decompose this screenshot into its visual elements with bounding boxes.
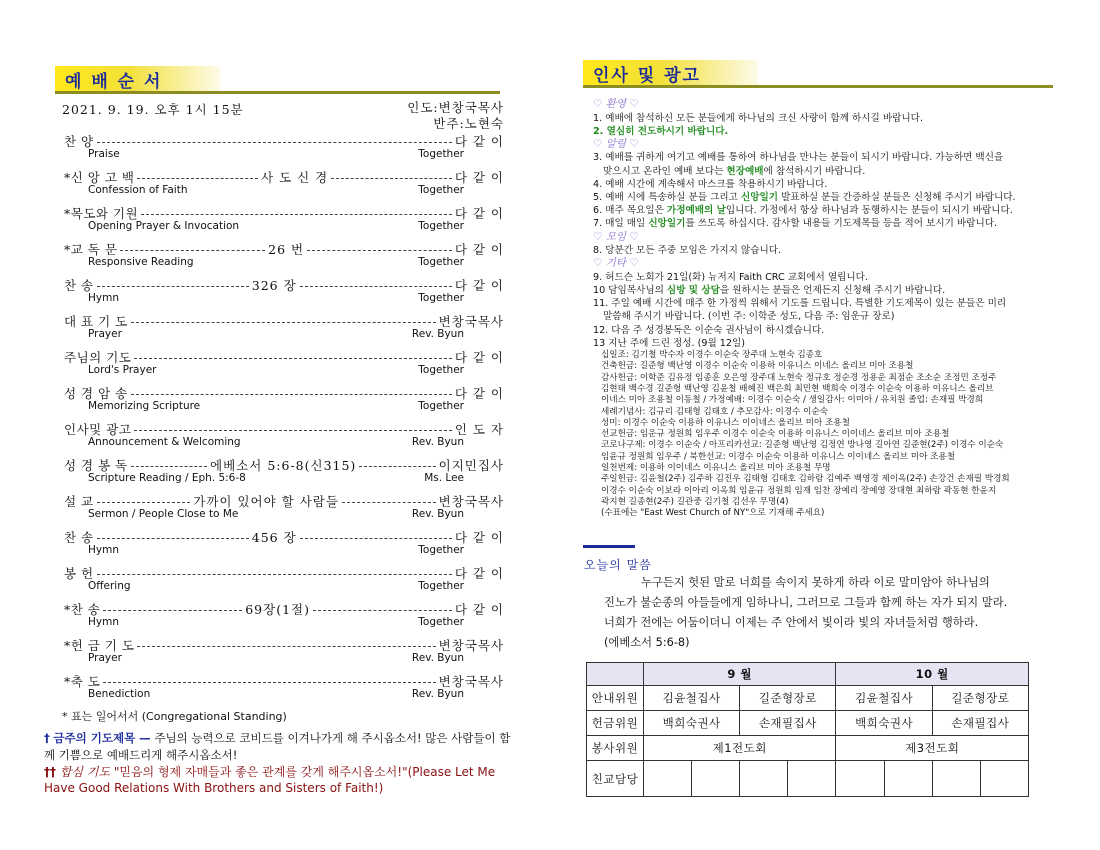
order-of-worship-banner [55,66,500,94]
item-line [64,565,504,581]
item-english: Confession of Faith [88,184,188,196]
item-person: 다 같 이 [454,170,504,185]
table-cell [740,761,788,797]
notice-13: 13 지난 주에 드린 정성. (9월 12일) [593,337,746,349]
item-line [64,313,504,329]
leader-dashes [331,178,452,179]
item-line [64,349,504,365]
notice-11-cont: 말씀해 주시기 바랍니다. (이번 주: 이학준 성도, 다음 주: 임운규 장로) [603,311,895,323]
item-english-person: Rev. Byun [411,328,464,340]
item-person: 다 같 이 [454,206,504,221]
notice-12: 12. 다음 주 성경봉독은 이순숙 권사님이 하시겠습니다. [593,324,825,336]
item-english-person: Together [418,184,464,196]
table-cell: 김윤철집사 [836,686,932,711]
item-name: 찬 양 [64,134,94,149]
item-english-person: Together [418,292,464,304]
worship-order-item [64,277,504,307]
item-english: Prayer [88,652,122,664]
item-english: Scripture Reading / Eph. 5:6-8 [88,472,246,484]
table-cell: 제1전도회 [644,736,836,761]
leader-dashes [313,610,452,611]
item-english: Praise [88,148,120,160]
table-cell: 백희숙권사 [836,711,932,736]
category-notice: ♡ 알림 ♡ [593,137,639,150]
verse-reference: (에베소서 5:6-8) [604,636,690,649]
leader-dashes [131,394,452,395]
row-label: 봉사위원 [587,736,644,761]
item-line [64,277,504,293]
leader-dashes [120,250,265,251]
leader-dashes [97,574,452,575]
worship-order-item [64,205,504,235]
standing-note: * 표는 일어서서 (Congregational Standing) [62,710,287,723]
item-name: 찬 송 [64,278,94,293]
notice-10: 10 담임목사님의 심방 및 상담을 원하시는 분들은 언제든지 신청해 주시기 바랍니다. [593,285,946,297]
leader-dashes [131,322,436,323]
item-detail: 26 번 [268,242,305,257]
item-english-person: Together [418,256,464,268]
todays-word-accent-bar [583,545,635,548]
table-cell [980,761,1028,797]
service-date: 2021. 9. 19. 오후 1시 15분 [62,102,244,117]
table-row [587,761,1029,797]
worship-order-item [64,673,504,703]
item-line [64,241,504,257]
leader-dashes [300,286,452,287]
cross-mark: † [44,731,50,745]
notice-6: 6. 매주 목요일은 가정예배의 날입니다. 가정에서 항상 하나님과 동행하시는 분들이 되시기 바랍니다. [593,205,1013,217]
item-english: Hymn [88,616,119,628]
offering-line: 건축헌금: 길준형 백난영 이경수 이순숙 이용하 이유니스 이네스 올리브 미아 조용철 [601,361,914,372]
category-meeting: ♡ 모임 ♡ [593,230,639,243]
item-name: 봉 헌 [64,566,94,581]
worship-order-item [64,529,504,559]
todays-word-title: 오늘의 말씀 [584,558,652,572]
table-cell: 손재필집사 [932,711,1028,736]
worship-order-item [64,493,504,523]
worship-order-item [64,133,504,163]
leader-dashes [97,538,249,539]
item-person: 다 같 이 [454,350,504,365]
leader-dashes [97,142,452,143]
double-cross-mark: †† [44,765,56,779]
item-detail: 69장(1절) [245,602,310,617]
offering-line: 십일조: 김기철 박수자 이경수 이순숙 장주대 노현숙 김종호 [601,350,823,361]
leader-dashes [103,610,242,611]
item-person: 변창국목사 [438,638,504,653]
item-person: 다 같 이 [454,242,504,257]
item-person: 다 같 이 [454,386,504,401]
duty-roster-table [586,662,1029,797]
item-english-person: Together [418,616,464,628]
notice-8: 8. 당분간 모든 주중 모임은 가지지 않습니다. [593,245,782,257]
item-person: 다 같 이 [454,566,504,581]
table-row [587,686,1029,711]
announcements-banner [583,60,1053,88]
item-person: 다 같 이 [454,530,505,545]
worship-order-item [64,241,504,271]
offering-line: 이경수 이순숙 이보라 이아리 이옥희 임윤규 정원희 임재 임찬 장예리 장예영 장대현 최하람 곽동현 한윤지 [601,485,997,496]
item-english: Offering [88,580,131,592]
leader-dashes [137,178,258,179]
row-label: 헌금위원 [587,711,644,736]
item-english-person: Ms. Lee [424,472,464,484]
leader-dashes [307,250,452,251]
notice-1: 1. 예배에 참석하신 모든 분들에게 하나님의 크신 사랑이 함께 하시길 바랍니다. [593,112,923,124]
item-person: 다 같 이 [454,134,504,149]
todays-word-verse [604,573,1044,653]
verse-line: 누구든지 헛된 말로 너희를 속이지 못하게 하라 이로 말미암아 하나님의 [641,576,990,589]
leader-dashes [103,682,435,683]
item-english-person: Together [418,220,464,232]
offering-line: 주일헌금: 김윤철(2주) 김주하 김진우 김태형 김태호 김하람 김예주 백영경 제이옥(2주) 손강건 손재필 박경희 [601,474,1010,485]
item-line [64,529,504,545]
category-welcome: ♡ 환영 ♡ [593,98,639,110]
item-name: *목도와 기원 [64,206,139,221]
item-line [64,205,504,221]
item-name: *신 앙 고 백 [64,170,135,185]
accompanist: 반주:노현숙 [433,116,504,131]
order-of-worship-title: 예 배 순 서 [65,72,163,92]
duty-table-header [587,663,1029,686]
item-line [64,637,504,653]
prayer-topic-title: 금주의 기도제목 — [53,731,151,745]
table-cell [692,761,740,797]
offering-list [593,350,1053,519]
leader-dashes [97,286,249,287]
leader-dashes [137,646,435,647]
worship-order-item [64,169,504,199]
item-english: Benediction [88,688,151,700]
table-cell: 김윤철집사 [644,686,740,711]
table-row [587,736,1029,761]
item-english-person: Rev. Byun [411,652,464,664]
announcements-title: 인사 및 광고 [593,66,701,86]
item-english-person: Rev. Byun [411,688,464,700]
worship-order-item [64,601,504,631]
item-english-person: Together [418,400,464,412]
item-english: Memorizing Scripture [88,400,201,412]
item-english: Hymn [88,292,119,304]
item-english-person: Rev. Byun [411,436,464,448]
item-line [64,601,504,617]
notice-3-cont: 맞으시고 온라인 예배 보다는 현장예배에 참석하시기 바랍니다. [603,165,866,177]
leader-dashes [300,538,452,539]
notice-2: 2. 열심히 전도하시기 바랍니다. [593,125,729,137]
leader-dashes [97,502,191,503]
leader-dashes [342,502,436,503]
item-english: Hymn [88,544,119,556]
item-name: *헌 금 기 도 [64,638,135,653]
announcements-list [593,98,1053,520]
table-row [587,711,1029,736]
table-cell: 백희숙권사 [644,711,740,736]
item-detail: 가까이 있어야 할 사람들 [193,494,339,509]
item-english: Prayer [88,328,122,340]
item-detail: 에베소서 5:6-8(신315) [210,458,357,473]
worship-order-item [64,349,504,379]
row-label: 친교담당 [587,761,644,797]
item-name: 성 경 암 송 [64,386,128,401]
prayer-topic-text: 주님의 능력으로 코비드를 이겨나가게 해 주시옵소서! 많은 사람들이 함께 기쁨으로 예배드리게 해주시옵소서! [44,731,511,762]
offering-line: 선교헌금: 임운규 정원희 임우주 이경수 이순숙 이용하 이유니스 이이네스 올리브 미아 조용철 [601,429,950,440]
item-detail: 사 도 신 경 [261,170,329,185]
item-person: 다 같 이 [454,278,505,293]
offering-line: 성미: 이경수 이순숙 이용하 이유니스 이이네스 올리브 미아 조용철 [601,417,850,428]
notice-7: 7. 매일 매일 신앙일기를 쓰도록 하십시다. 감사할 내용들 기도제목들 등을 적어 보시기 바랍니다. [593,218,998,230]
item-english: Opening Prayer & Invocation [88,220,240,232]
leader-dashes [131,466,207,467]
row-label: 안내위원 [587,686,644,711]
category-etc: ♡ 기타 ♡ [593,257,639,270]
worship-order-item [64,565,504,595]
notice-4: 4. 예배 시간에 계속해서 마스크를 착용하시기 바랍니다. [593,178,828,190]
notice-11: 11. 주일 예배 시간에 매주 한 가정씩 위해서 기도를 드립니다. 특별한 기도제목이 있는 분들은 미리 [593,298,1007,310]
item-person: 다 같 이 [454,602,505,617]
worship-order-item [64,385,504,415]
leader-dashes [134,430,451,431]
table-cell [932,761,980,797]
item-person: 이지민집사 [438,458,505,473]
worship-order-item [64,637,504,667]
item-english: Responsive Reading [88,256,194,268]
item-english-person: Together [418,148,464,160]
item-english-person: Together [418,544,464,556]
item-english: Sermon / People Close to Me [88,508,239,520]
item-line [64,673,504,689]
month-header: 9 월 [644,663,836,686]
worship-order-item [64,313,504,343]
offering-line: 감사헌금: 이학준 김유정 임종훈 오은영 장주대 노현숙 정규호 정순경 정용운 최점순 조소순 조정민 조정주 [601,372,997,383]
joint-prayer-title: 합심 기도 [59,765,111,779]
leader-dashes [359,466,435,467]
table-cell [836,761,884,797]
item-english: Lord's Prayer [88,364,157,376]
offering-line: 김현태 백수경 길준형 백난영 김윤철 배혜진 백은희 최민현 백희숙 이경수 이순숙 이용하 이유니스 올리브 [601,383,994,394]
item-english-person: Rev. Byun [411,508,464,520]
item-name: *축 도 [64,674,101,689]
offering-line: 세례기념사: 김규리 김태형 김태호 / 추모감사: 이경수 이순숙 [601,406,829,417]
item-person: 변창국목사 [438,494,504,509]
offering-line: 곽지현 길종현(2주) 길관중 김기철 김선우 무명(4) [601,496,789,507]
service-leaders [407,100,504,132]
item-name: 설 교 [64,494,94,509]
joint-prayer [44,764,514,796]
item-line [64,421,504,437]
table-cell: 손재필집사 [740,711,836,736]
table-cell [788,761,836,797]
offering-line: 코로나구제: 이경수 이순숙 / 아프리카선교: 길준형 백난영 김정연 방나영 길아연 길준현(2주) 이경수 이순숙 [601,440,1004,451]
month-header: 10 월 [836,663,1029,686]
worship-order-item [64,421,504,451]
item-line [64,385,504,401]
item-person: 변창국목사 [438,314,504,329]
table-cell: 길준형장로 [932,686,1028,711]
leader: 인도:변창국목사 [407,100,504,115]
item-line [64,169,504,185]
item-english: Announcement & Welcoming [88,436,241,448]
notice-5: 5. 예배 시에 특송하실 분들 그리고 신앙일기 발표하실 분들 간증하실 분들은 신청해 주시기 바랍니다. [593,192,1016,204]
offering-line: 임윤규 정원희 임우주 / 북한선교: 이경수 이순숙 이용하 이유니스 이이네스 올리브 미아 조용철 [601,451,956,462]
item-name: 인사및 광고 [64,422,132,437]
item-name: *교 독 문 [64,242,118,257]
item-line [64,493,504,509]
offering-line: 일천번제: 이용하 이이네스 이유니스 올리브 미아 조용철 무명 [601,463,831,474]
worship-order-item [64,457,504,487]
item-line [64,133,504,149]
item-english-person: Together [418,580,464,592]
item-english-person: Together [418,364,464,376]
item-person: 변창국목사 [438,674,504,689]
item-detail: 326 장 [251,278,297,293]
item-line [64,457,504,473]
table-cell [644,761,692,797]
table-cell: 제3전도회 [836,736,1029,761]
notice-3: 3. 예배를 귀하게 여기고 예배를 통하여 하나님을 만나는 분들이 되시기 바랍니다. 가능하면 백신을 [593,152,1004,164]
item-detail: 456 장 [251,530,297,545]
verse-line: 너희가 전에는 어둠이더니 이제는 주 안에서 빛이라 빛의 자녀들처럼 행하라. [604,616,979,629]
leader-dashes [141,214,452,215]
verse-line: 진노가 불순종의 아들들에게 임하나니, 그러므로 그들과 함께 하는 자가 되지 말라. [604,596,1008,609]
joint-prayer-text: "믿음의 형제 자매들과 좋은 관계를 갖게 해주시옵소서!"(Please Let Me Have Good Relations With Brothers and Sisters of Faith!) [44,765,496,795]
item-name: 성 경 봉 독 [64,458,128,473]
weekly-prayer-topic [44,730,514,764]
table-cell [884,761,932,797]
table-cell: 길준형장로 [740,686,836,711]
offering-line: 이네스 미아 조용철 이동철 / 가정예배: 이경수 이순숙 / 생일감사: 이미아 / 유치원 졸업: 손재필 박경희 [601,395,984,406]
notice-9: 9. 허드슨 노회가 21일(화) 뉴저지 Faith CRC 교회에서 열립니다. [593,271,868,283]
item-name: *찬 송 [64,602,101,617]
offering-line: (수표에는 "East West Church of NY"으로 기재해 주세요) [601,508,825,519]
item-person: 인 도 자 [454,422,504,437]
item-name: 주님의 기도 [64,350,132,365]
item-name: 대 표 기 도 [64,314,128,329]
leader-dashes [134,358,451,359]
item-name: 찬 송 [64,530,94,545]
